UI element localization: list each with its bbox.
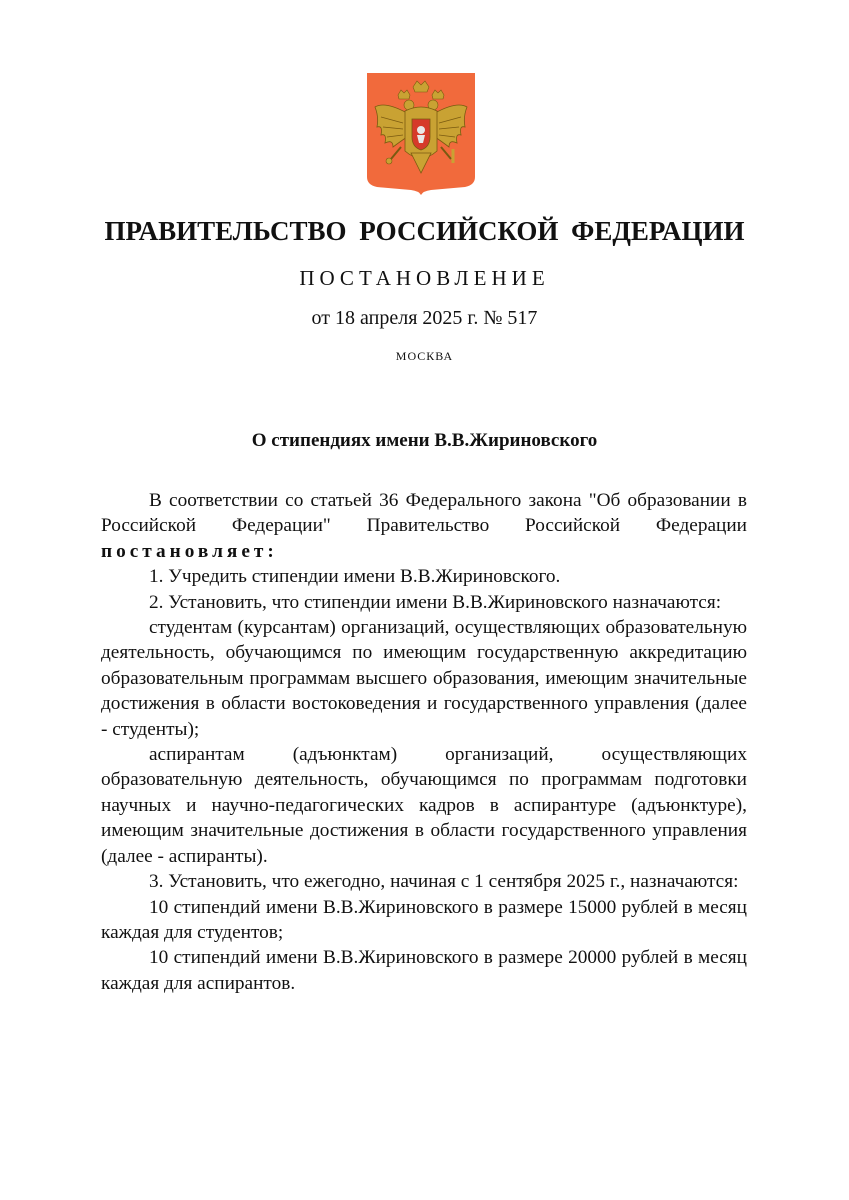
- paragraph-1: 1. Учредить стипендии имени В.В.Жириновского.: [149, 566, 561, 588]
- document-heading: О стипендиях имени В.В.Жириновского: [251, 430, 598, 451]
- paragraph-2: 2. Установить, что стипендии имени В.В.Жириновского назначаются:: [149, 591, 722, 613]
- document-body: [101, 488, 747, 996]
- decree-word: постановляет:: [101, 540, 278, 562]
- intro-paragraph: [101, 488, 747, 564]
- intro-text: В соответствии со статьей 36 Федерального закона "Об образовании в Российской Федерации" Правительство Российской Федерации: [101, 490, 747, 537]
- document-city: МОСКВА: [395, 349, 454, 363]
- paragraph-3: 3. Установить, что ежегодно, начиная с 1 сентября 2025 г., назначаются:: [149, 871, 739, 893]
- document-type: ПОСТАНОВЛЕНИЕ: [299, 266, 550, 290]
- document-date-number: от 18 апреля 2025 г. № 517: [311, 307, 538, 329]
- paragraph-2-postgrads: аспирантам (адъюнктам) организаций, осуществляющих образовательную деятельность, обучающимся по программам подготовки научных и научно-педагогических кадров в аспирантуре (адъюнктуре), имеющим значительные достижения в области государственного управления (далее - аспиранты).: [101, 744, 747, 867]
- government-title: ПРАВИТЕЛЬСТВО РОССИЙСКОЙ ФЕДЕРАЦИИ: [104, 216, 745, 246]
- paragraph-2-students: студентам (курсантам) организаций, осуществляющих образовательную деятельность, обучающимся по имеющим государственную аккредитацию образовательным программам высшего образования, имеющим значительные достижения в области востоковедения и государственного управления (далее - студенты);: [101, 617, 747, 740]
- paragraph-3-students: 10 стипендий имени В.В.Жириновского в размере 15000 рублей в месяц каждая для студентов;: [101, 896, 747, 943]
- coat-of-arms-icon: [367, 73, 475, 195]
- paragraph-3-postgrads: 10 стипендий имени В.В.Жириновского в размере 20000 рублей в месяц каждая для аспирантов.: [101, 947, 747, 994]
